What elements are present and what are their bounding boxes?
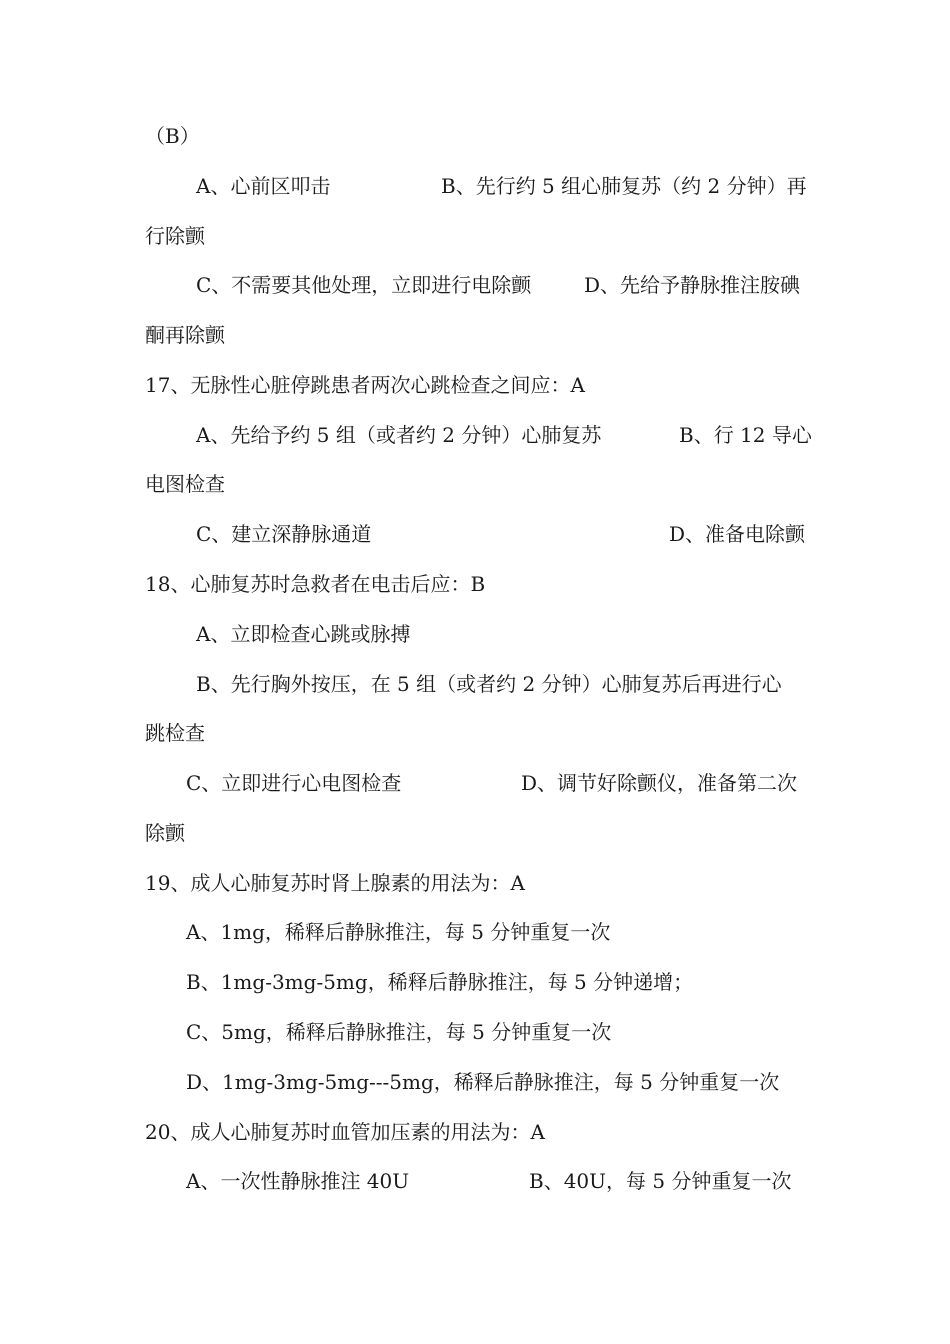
q17-option-c: C、建立深静脉通道 — [196, 522, 372, 546]
question-19: 19、成人心肺复苏时肾上腺素的用法为：A — [145, 871, 525, 895]
answer-text: （B） — [145, 124, 200, 148]
option-d-continued: 酮再除颤 — [145, 323, 225, 347]
q20-option-b: B、40U，每 5 分钟重复一次 — [529, 1169, 792, 1193]
question-18: 18、心肺复苏时急救者在电击后应：B — [145, 572, 486, 596]
q17-option-d: D、准备电除颤 — [669, 522, 806, 546]
option-d: D、先给予静脉推注胺碘 — [584, 273, 801, 297]
q19-option-a: A、1mg，稀释后静脉推注，每 5 分钟重复一次 — [186, 920, 611, 944]
q19-option-b: B、1mg-3mg-5mg，稀释后静脉推注，每 5 分钟递增； — [186, 970, 694, 994]
q18-option-c: C、立即进行心电图检查 — [186, 771, 402, 795]
q18-option-b-continued: 跳检查 — [145, 721, 205, 745]
q20-option-a: A、一次性静脉推注 40U — [186, 1169, 410, 1193]
option-b: B、先行约 5 组心肺复苏（约 2 分钟）再 — [441, 174, 807, 198]
q19-option-d: D、1mg-3mg-5mg---5mg，稀释后静脉推注，每 5 分钟重复一次 — [186, 1070, 780, 1094]
option-b-continued: 行除颤 — [145, 224, 205, 248]
option-c: C、不需要其他处理，立即进行电除颤 — [196, 273, 532, 297]
q18-option-d: D、调节好除颤仪，准备第二次 — [521, 771, 798, 795]
option-a: A、心前区叩击 — [196, 174, 331, 198]
q17-option-b: B、行 12 导心 — [679, 423, 812, 447]
question-17: 17、无脉性心脏停跳患者两次心跳检查之间应：A — [145, 373, 585, 397]
q17-option-b-continued: 电图检查 — [145, 472, 225, 496]
q18-option-d-continued: 除颤 — [145, 821, 185, 845]
question-20: 20、成人心肺复苏时血管加压素的用法为：A — [145, 1120, 545, 1144]
q19-option-c: C、5mg，稀释后静脉推注，每 5 分钟重复一次 — [186, 1020, 612, 1044]
q18-option-b: B、先行胸外按压，在 5 组（或者约 2 分钟）心肺复苏后再进行心 — [196, 672, 782, 696]
q17-option-a: A、先给予约 5 组（或者约 2 分钟）心肺复苏 — [196, 423, 602, 447]
q18-option-a: A、立即检查心跳或脉搏 — [196, 622, 411, 646]
